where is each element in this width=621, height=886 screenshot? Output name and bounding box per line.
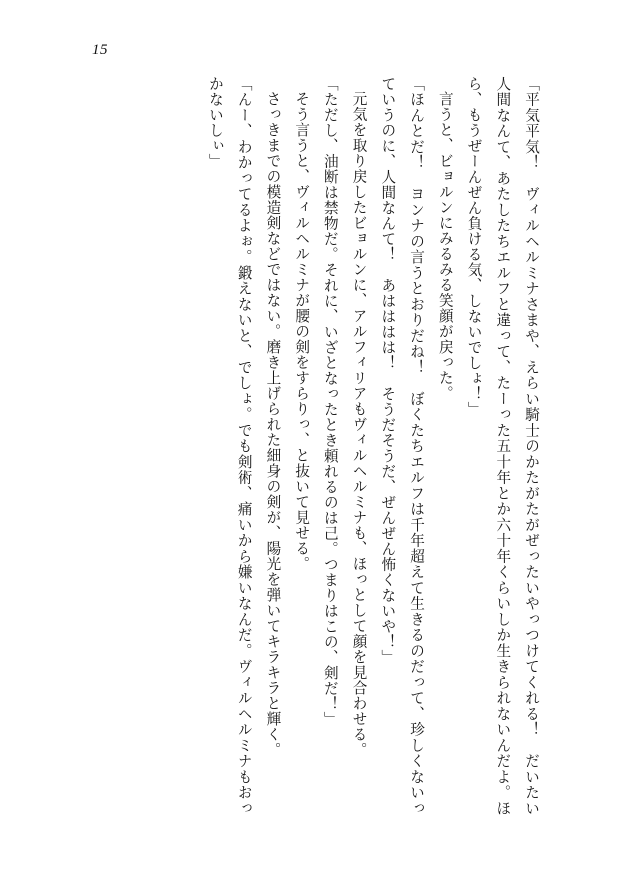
paragraph: そう言うと、ヴィルヘルミナが腰の剣をすらりっ、と抜いて見せる。 bbox=[293, 90, 310, 572]
paragraph: 言うと、ビョルンにみるみる笑顔が戻った。 bbox=[436, 90, 453, 401]
paragraph: 「ほんとだ！ ヨンナの言うとおりだね！ ぼくたちエルフは千年超えて生きるのだって、珍しくないっていうのに、人間なんて！ あはははは！ そうだそうだ、ぜんぜん怖くないや！」 bbox=[379, 76, 425, 816]
paragraph: 元気を取り戻したビョルンに、アルフィリアもヴィルヘルミナも、ほっとして顔を見合わせる。 bbox=[350, 90, 367, 758]
body-text-vertical bbox=[76, 76, 545, 816]
paragraph: さっきまでの模造剣などではない。磨き上げられた細身の剣が、陽光を弾いてキラキラと輝く。 bbox=[264, 90, 281, 758]
paragraph: 「んー、わかってるよぉ。鍛えないと、でしょ。でも剣術、痛いから嫌いなんだ。ヴィルヘルミナもおっかないしぃ」 bbox=[206, 76, 252, 816]
paragraph: 「平気平気！ ヴィルヘルミナさまや、えらい騎士のかたがたがぜったいやっつけてくれる！ だいたい人間なんて、あたしたちエルフと違って、たーった五十年とか六十年くらいしか生きられないんだよ。ほら、もうぜーんぜん負ける気、しないでしょ！」 bbox=[465, 76, 539, 816]
page-number: 15 bbox=[92, 42, 108, 58]
paragraph: 「ただし、油断は禁物だ。それに、いざとなったとき頼れるのは己。つまりはこの、剣だ！」 bbox=[321, 76, 338, 727]
